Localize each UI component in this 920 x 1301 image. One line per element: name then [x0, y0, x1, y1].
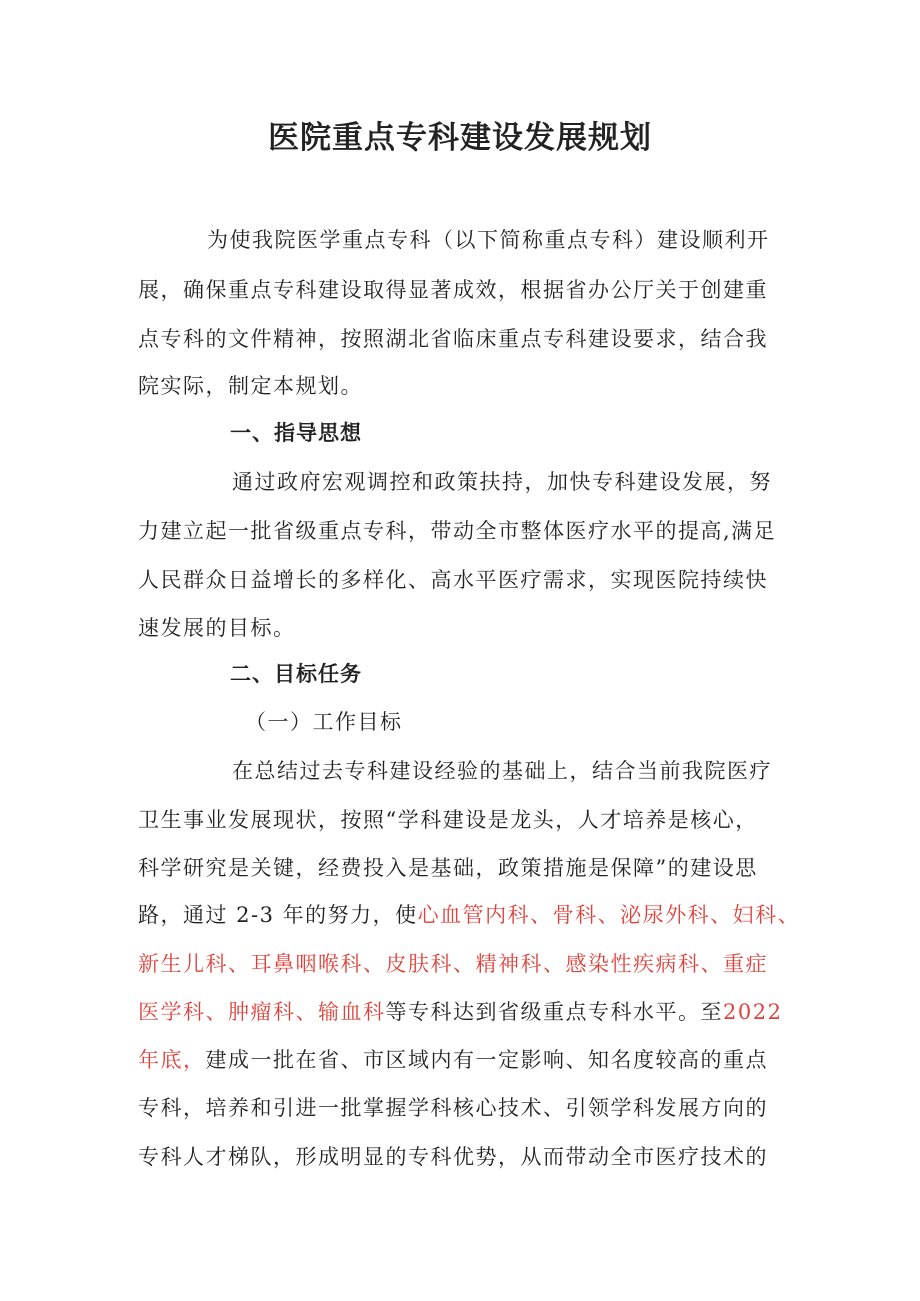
section-2-line-4 — [138, 901, 818, 929]
highlight-departments-1: 心血管内科、骨科、泌尿外科、妇科、 — [417, 903, 801, 927]
section-2-heading: 二、目标任务 — [230, 662, 362, 686]
intro-line-3: 点专科的文件精神，按照湖北省临床重点专科建设要求，结合我 — [138, 327, 768, 351]
highlight-departments-3: 医学科、肿瘤科、输血科 — [138, 1000, 386, 1024]
intro-line-4: 院实际，制定本规划。 — [138, 374, 363, 398]
line-4-text: 路，通过 2-3 年的努力，使 — [138, 903, 418, 927]
line-7-text: 建成一批在省、市区域内有一定影响、知名度较高的重点 — [205, 1048, 768, 1072]
section-2-line-2: 卫生事业发展现状，按照“学科建设是龙头，人才培养是核心， — [138, 808, 758, 832]
section-2-subheading: （一）工作目标 — [245, 710, 403, 734]
section-1-line-1: 通过政府宏观调控和政策扶持，加快专科建设发展，努 — [232, 470, 772, 494]
section-2-line-1: 在总结过去专科建设经验的基础上，结合当前我院医疗 — [232, 759, 772, 783]
section-2-line-3: 科学研究是关键，经费投入是基础，政策措施是保障”的建设思 — [138, 856, 758, 880]
section-1-line-4: 速发展的目标。 — [138, 616, 296, 640]
highlight-year: 2022 — [723, 1000, 783, 1024]
section-1-line-2: 力建立起一批省级重点专科，带动全市整体医疗水平的提高,满足 — [138, 519, 777, 543]
line-6-text: 等专科达到省级重点专科水平。至 — [385, 1000, 723, 1024]
section-2-line-6 — [138, 998, 818, 1026]
intro-line-2: 展，确保重点专科建设取得显著成效，根据省办公厅关于创建重 — [138, 278, 768, 302]
section-2-line-9: 专科人才梯队，形成明显的专科优势，从而带动全市医疗技术的 — [138, 1145, 768, 1169]
highlight-departments-2: 新生儿科、耳鼻咽喉科、皮肤科、精神科、感染性疾病科、重症 — [138, 952, 768, 976]
intro-line-1: 为使我院医学重点专科（以下简称重点专科）建设顺利开 — [207, 228, 770, 252]
section-2-line-7 — [138, 1046, 818, 1074]
highlight-year-end: 年底， — [138, 1048, 206, 1072]
document-title: 医院重点专科建设发展规划 — [268, 120, 652, 156]
section-1-heading: 一、指导思想 — [230, 421, 362, 445]
section-1-line-3: 人民群众日益增长的多样化、高水平医疗需求，实现医院持续快 — [138, 568, 768, 592]
section-2-line-8: 专科，培养和引进一批掌握学科核心技术、引领学科发展方向的 — [138, 1096, 768, 1120]
